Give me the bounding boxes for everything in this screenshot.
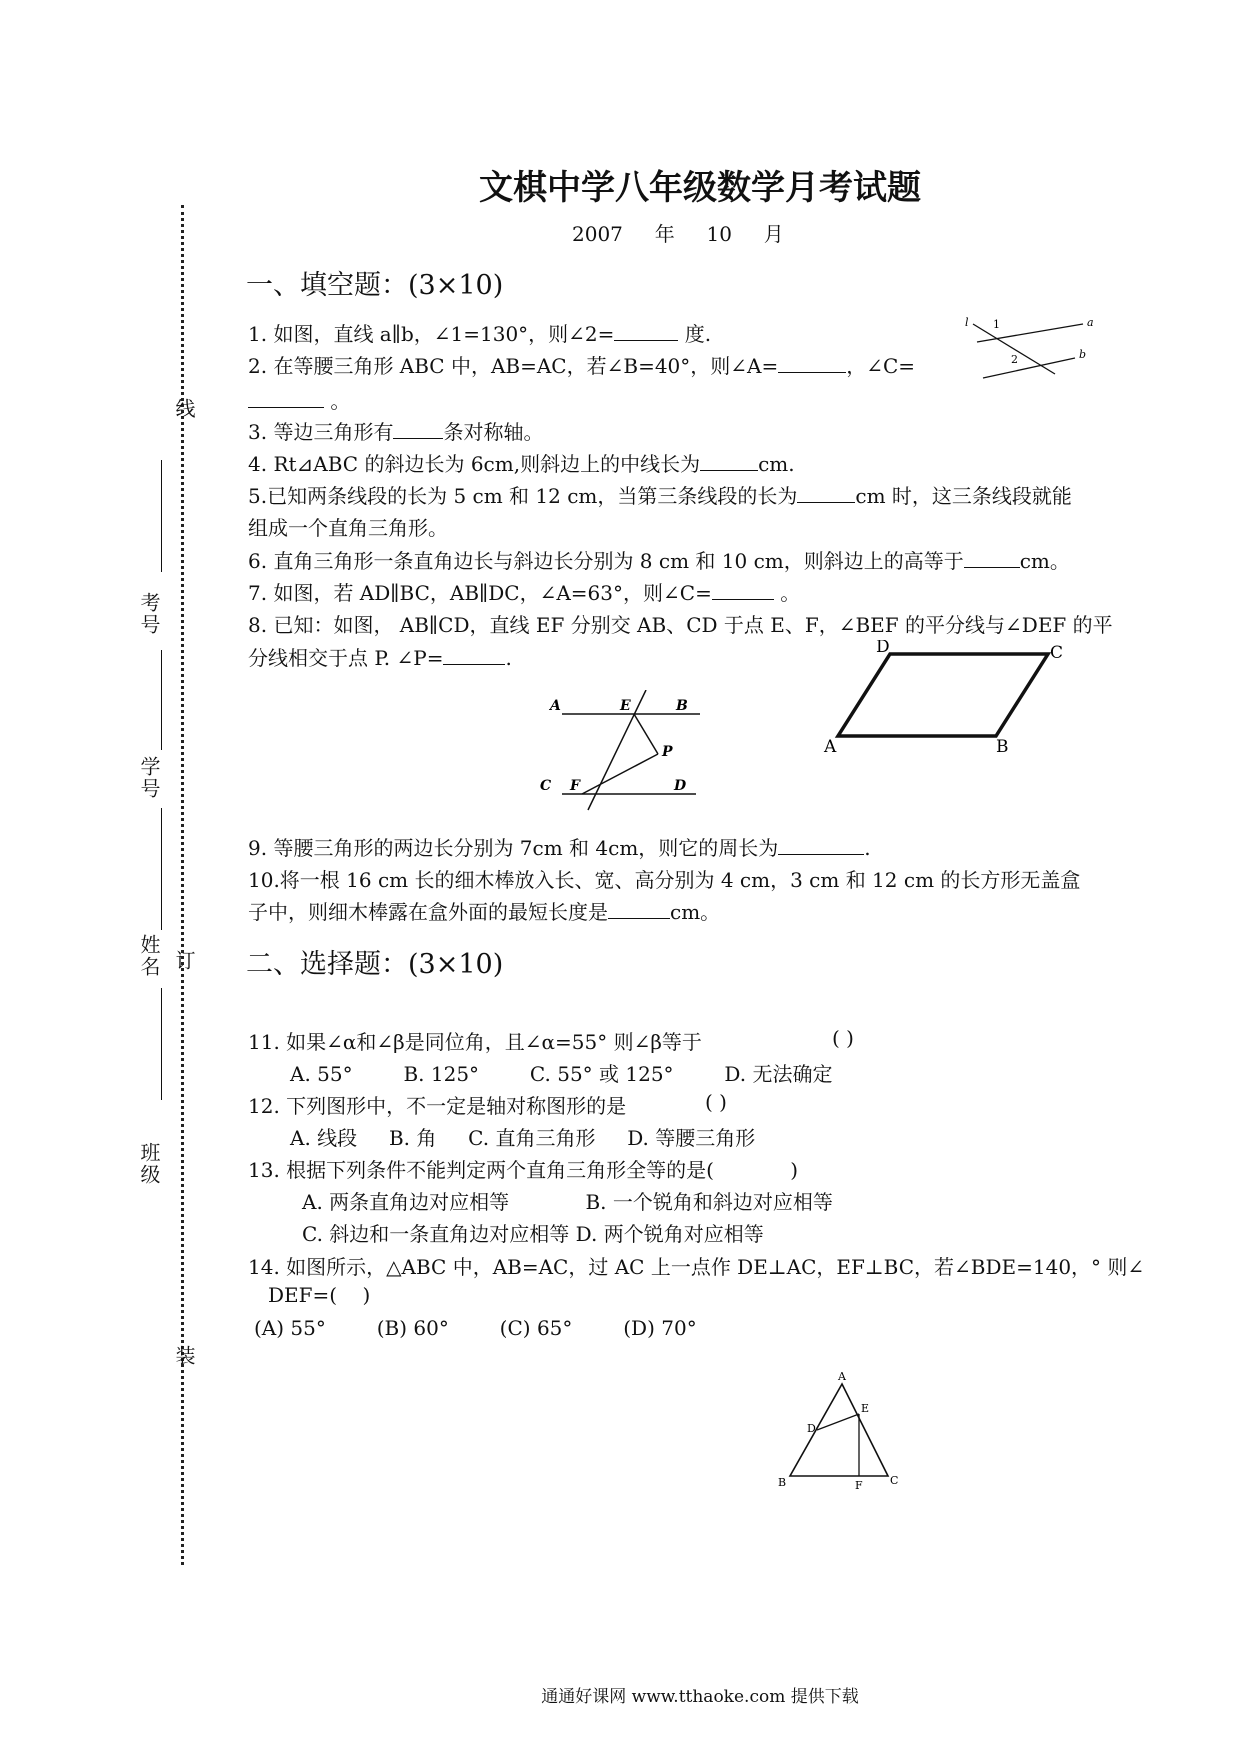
label-D: D	[876, 640, 890, 657]
segment-fp	[582, 754, 658, 794]
question-6	[248, 545, 1070, 574]
label-F: F	[855, 1479, 863, 1492]
label-angle-1: 1	[993, 318, 1000, 331]
q14-options: (A) 55° (B) 60° (C) 65° (D) 70°	[254, 1316, 697, 1340]
q12-options: A. 线段 B. 角 C. 直角三角形 D. 等腰三角形	[290, 1126, 756, 1150]
q2-text: 2. 在等腰三角形 ABC 中，AB=AC，若∠B=40°，则∠A=	[248, 354, 779, 378]
q6-blank	[964, 567, 1020, 568]
question-9	[248, 832, 871, 861]
exam-date	[572, 218, 784, 247]
label-C: C	[1050, 643, 1064, 663]
q9-text: 9. 等腰三角形的两边长分别为 7cm 和 4cm，则它的周长为	[248, 836, 779, 860]
name-label: 姓名	[137, 934, 161, 978]
label-A: A	[838, 1370, 846, 1383]
q1-text: 1. 如图，直线 a∥b，∠1=130°，则∠2=	[248, 322, 615, 346]
q7-blank	[712, 599, 774, 600]
question-14: 14. 如图所示，△ABC 中，AB=AC，过 AC 上一点作 DE⊥AC，EF⊥BC，若∠BDE=140，° 则∠	[248, 1255, 1145, 1279]
q11-options: A. 55° B. 125° C. 55° 或 125° D. 无法确定	[290, 1062, 833, 1086]
q5-text: 5.已知两条线段的长为 5 cm 和 12 cm，当第三条线段的长为	[248, 484, 798, 508]
q11-answer-paren: ( )	[832, 1026, 854, 1050]
question-12: 12. 下列图形中，不一定是轴对称图形的是	[248, 1094, 627, 1118]
label-D: D	[807, 1422, 816, 1435]
q2-blank-a	[778, 372, 846, 373]
q2-text-c: ，∠C=	[846, 354, 916, 378]
q4-suffix: cm.	[758, 452, 795, 476]
student-no-blank	[161, 808, 162, 930]
question-4	[248, 448, 795, 477]
q2-end: 。	[330, 389, 351, 413]
line-ef	[588, 690, 646, 810]
q5-blank	[797, 502, 855, 503]
label-C: C	[890, 1474, 899, 1487]
q12-answer-paren: ( )	[705, 1090, 727, 1114]
section2-heading: 二、选择题：(3×10)	[246, 949, 504, 980]
q10-blank	[608, 918, 670, 919]
section1-heading: 一、填空题：(3×10)	[246, 270, 504, 301]
question-8: 8. 已知：如图， AB∥CD，直线 EF 分别交 AB、CD 于点 E、F，∠BEF 的平分线与∠DEF 的平	[248, 613, 1113, 637]
label-B: B	[778, 1476, 787, 1489]
binding-staple-mark: 订	[172, 950, 196, 972]
exam-no-label: 考号	[137, 592, 161, 636]
q1-suffix: 度.	[684, 322, 712, 346]
question-5	[248, 480, 1072, 509]
date-year: 2007	[572, 222, 623, 246]
question-8-cont	[248, 642, 512, 671]
label-a: a	[1087, 316, 1094, 329]
q10-suffix: cm。	[670, 900, 721, 924]
question-10-cont	[248, 896, 720, 925]
q6-text: 6. 直角三角形一条直角边长与斜边长分别为 8 cm 和 10 cm，则斜边上的高等于	[248, 549, 964, 573]
label-A: A	[824, 737, 837, 757]
exam-no-blank	[161, 460, 162, 572]
exam-no-blank-2	[161, 650, 162, 750]
date-month: 10	[706, 222, 732, 246]
q6-suffix: cm。	[1019, 549, 1070, 573]
binding-bind-mark: 装	[172, 1345, 196, 1367]
q7-text: 7. 如图，若 AD∥BC，AB∥DC，∠A=63°，则∠C=	[248, 581, 712, 605]
label-D: D	[674, 778, 687, 794]
label-A: A	[550, 698, 561, 714]
label-l: l	[965, 316, 969, 329]
q9-blank	[778, 854, 864, 855]
q3-text: 3. 等边三角形有	[248, 420, 394, 444]
q13-options-cd: C. 斜边和一条直角边对应相等 D. 两个锐角对应相等	[302, 1222, 764, 1246]
label-E: E	[620, 698, 631, 714]
date-month-unit: 月	[763, 222, 784, 246]
q4-blank	[700, 470, 758, 471]
footer-credit: 通通好课网 www.tthaoke.com 提供下载	[541, 1687, 859, 1707]
binding-line-mark: 线	[172, 398, 196, 420]
q4-text: 4. Rt⊿ABC 的斜边长为 6cm,则斜边上的中线长为	[248, 452, 701, 476]
class-label: 班级	[137, 1142, 161, 1186]
label-B: B	[996, 737, 1009, 757]
segment-ep	[634, 714, 658, 754]
question-10: 10.将一根 16 cm 长的细木棒放入长、宽、高分别为 4 cm，3 cm 和 12 cm 的长方形无盖盒	[248, 868, 1081, 892]
question-1	[248, 318, 711, 347]
q3-blank	[393, 438, 443, 439]
label-C: C	[540, 778, 552, 794]
q1-blank	[614, 340, 678, 341]
question-13: 13. 根据下列条件不能判定两个直角三角形全等的是( )	[248, 1158, 799, 1182]
figure-parallelogram	[820, 640, 1070, 760]
figure-triangle	[772, 1370, 902, 1492]
label-B: B	[676, 698, 688, 714]
figure-parallel-lines	[955, 310, 1095, 390]
question-14-cont: DEF=( )	[268, 1283, 371, 1307]
q5-suffix: cm 时，这三条线段就能	[855, 484, 1072, 508]
student-no-label: 学号	[137, 756, 161, 800]
page-title: 文棋中学八年级数学月考试题	[479, 168, 921, 208]
question-2-cont	[248, 385, 350, 414]
name-blank	[161, 988, 162, 1100]
q8-blank	[443, 664, 505, 665]
question-2	[248, 350, 915, 379]
question-3	[248, 416, 543, 445]
date-year-unit: 年	[654, 222, 675, 246]
parallelogram-abcd	[838, 654, 1048, 736]
question-7	[248, 577, 800, 606]
triangle-abc	[790, 1384, 888, 1476]
q8-end: .	[505, 646, 512, 670]
line-b	[983, 358, 1075, 378]
label-F: F	[570, 778, 580, 794]
q9-end: .	[864, 836, 871, 860]
q2-blank-c	[248, 407, 324, 408]
label-b: b	[1079, 348, 1087, 361]
label-P: P	[662, 744, 673, 760]
label-angle-2: 2	[1011, 353, 1018, 366]
q7-suffix: 。	[780, 581, 801, 605]
q10-text: 子中，则细木棒露在盒外面的最短长度是	[248, 900, 608, 924]
label-E: E	[861, 1402, 870, 1415]
q3-suffix: 条对称轴。	[443, 420, 544, 444]
question-5-cont: 组成一个直角三角形。	[248, 516, 448, 540]
figure-bisector	[540, 690, 720, 820]
q13-options-ab: A. 两条直角边对应相等 B. 一个锐角和斜边对应相等	[302, 1190, 833, 1214]
question-11: 11. 如果∠α和∠β是同位角，且∠α=55° 则∠β等于	[248, 1030, 702, 1054]
q8-text: 分线相交于点 P. ∠P=	[248, 646, 444, 670]
